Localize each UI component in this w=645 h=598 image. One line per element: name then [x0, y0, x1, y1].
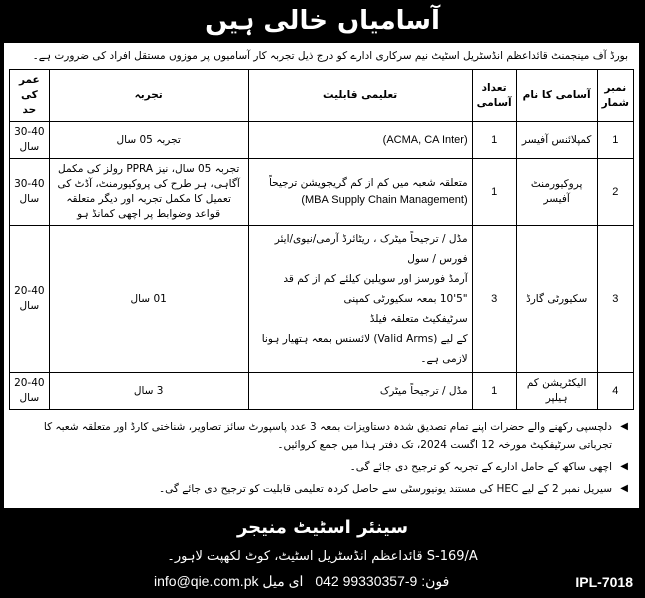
phone: فون: 9-99330357 042: [315, 573, 450, 589]
age: 30-40 سال: [10, 159, 50, 226]
age: 30-40 سال: [10, 122, 50, 159]
notes-list: [9, 416, 634, 500]
qualification-line: (MBA Supply Chain Management): [301, 194, 468, 206]
bullet-arrow-icon: ◀: [620, 421, 628, 432]
qualification: [248, 159, 472, 226]
header-post: آسامی کا نام: [516, 70, 597, 122]
qualification: [248, 226, 472, 373]
table-header: [10, 70, 634, 122]
qualification-line: سرٹیفکیٹ متعلقہ فیلڈ: [369, 313, 468, 325]
note-item: [9, 478, 634, 500]
note-item: [9, 416, 634, 456]
address: S-169/A قائداعظم انڈسٹریل اسٹیٹ، کوٹ لکھپت لاہور۔: [167, 549, 478, 564]
count: 1: [472, 122, 516, 159]
qualification-line: متعلقہ شعبہ میں کم از کم گریجویشن ترجیحاً: [268, 177, 468, 189]
header-age: عمر کی حد: [10, 70, 50, 122]
email-link[interactable]: ای میل info@qie.com.pk: [154, 573, 304, 589]
age: 20-40 سال: [10, 226, 50, 373]
page-title: آسامیاں خالی ہیں: [0, 0, 645, 42]
qualification-line: کے لیے (Valid Arms) لائسنس بمعہ ہتھیار ہونا لازمی ہے۔: [261, 333, 468, 365]
count: 1: [472, 373, 516, 410]
post: پروکیورمنٹ آفیسر: [516, 159, 597, 226]
header-qualification: تعلیمی قابلیت: [248, 70, 472, 122]
serial: 1: [597, 122, 633, 159]
ad-body: [3, 42, 640, 509]
signatory: سینئر اسٹیٹ منیجر: [236, 517, 409, 538]
post: کمپلائنس آفیسر: [516, 122, 597, 159]
bullet-arrow-icon: ◀: [620, 461, 628, 472]
note-text: اچھی ساکھ کے حامل ادارے کے تجربہ کو ترجیح دی جائے گی۔: [349, 461, 612, 473]
count: 3: [472, 226, 516, 373]
footer: [0, 509, 645, 598]
table-row: [10, 122, 634, 159]
experience: 01 سال: [49, 226, 248, 373]
experience: تجربہ 05 سال: [49, 122, 248, 159]
contact-line: [150, 573, 453, 590]
post: الیکٹریشن کم ہیلپر: [516, 373, 597, 410]
header-serial: نمبر شمار: [597, 70, 633, 122]
serial: 4: [597, 373, 633, 410]
vacancy-table: [9, 69, 634, 410]
age: 20-40 سال: [10, 373, 50, 410]
bullet-arrow-icon: ◀: [620, 483, 628, 494]
table-row: [10, 373, 634, 410]
experience: 3 سال: [49, 373, 248, 410]
serial: 2: [597, 159, 633, 226]
note-text: سیریل نمبر 2 کے لیے HEC کی مستند یونیورسٹی سے حاصل کردہ تعلیمی قابلیت کو ترجیح دی جائے گی۔: [159, 483, 612, 495]
experience: تجربہ 05 سال، نیز PPRA رولز کی مکمل آگاہی، ہر طرح کی پروکیورمنٹ، آڈٹ کی تعمیل کا مکمل تجربہ اور دیگر متعلقہ قواعد وضوابط پر اچھی کمانڈ ہو: [49, 159, 248, 226]
note-text: دلچسپی رکھنے والے حضرات اپنے تمام تصدیق شدہ دستاویزات بمعہ 3 عدد پاسپورٹ سائز تصاویر، شناختی کارڈ اور متعلقہ شعبہ کا تجرباتی سرٹیفکیٹ مورخہ 12 اگست 2024، تک دفتر ہذا میں جمع کروائیں۔: [43, 421, 612, 451]
table-row: [10, 226, 634, 373]
ad-reference: IPL-7018: [575, 573, 633, 590]
intro-text: بورڈ آف مینجمنٹ قائداعظم انڈسٹریل اسٹیٹ نیم سرکاری ادارے کو درج ذیل تجربہ کار آسامیوں پر موزوں مستقل افراد کی ضرورت ہے۔: [32, 50, 628, 62]
qualification-line: مڈل / ترجیحاً میٹرک ، ریٹائرڈ آرمی/نیوی/ایئر فورس / سول: [274, 233, 468, 265]
serial: 3: [597, 226, 633, 373]
note-item: [9, 456, 634, 478]
qualification-line: آرمڈ فورسز اور سویلین کیلئے کم از کم قد "5'10 بمعہ سکیورٹی کمپنی: [283, 273, 468, 305]
qualification: (ACMA, CA Inter): [248, 122, 472, 159]
header-count: تعداد آسامی: [472, 70, 516, 122]
qualification: مڈل / ترجیحاً میٹرک: [248, 373, 472, 410]
post: سکیورٹی گارڈ: [516, 226, 597, 373]
table-row: [10, 159, 634, 226]
footer-contact-row: [0, 569, 645, 590]
header-experience: تجربہ: [49, 70, 248, 122]
count: 1: [472, 159, 516, 226]
